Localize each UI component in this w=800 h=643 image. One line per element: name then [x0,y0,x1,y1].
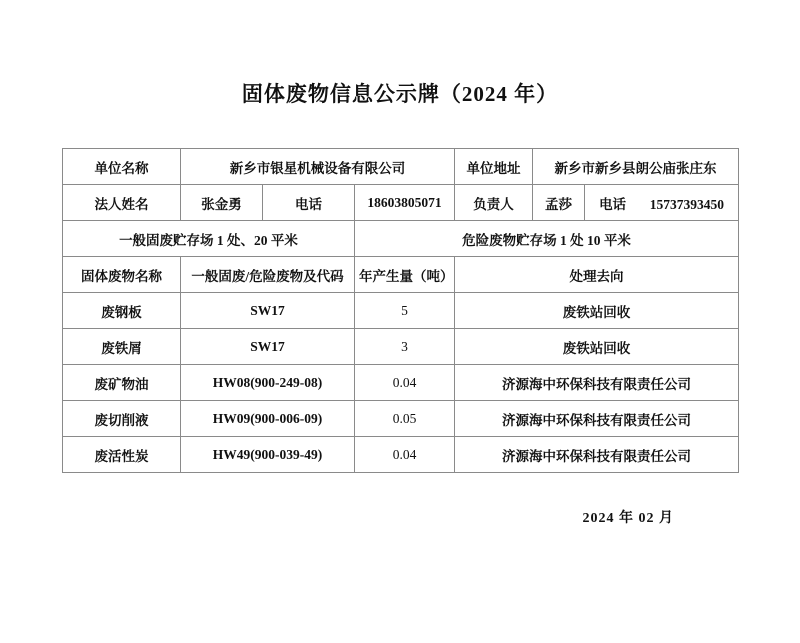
cell-waste-code: SW17 [181,293,355,329]
cell-waste-yield: 0.05 [355,401,455,437]
table-row [63,401,739,437]
cell-legal-name-label: 法人姓名 [63,185,181,221]
table-header-row [63,257,739,293]
cell-waste-yield: 5 [355,293,455,329]
cell-charge-label: 负责人 [455,185,533,221]
table-row-person [63,185,739,221]
cell-waste-destination: 济源海中环保科技有限责任公司 [455,401,739,437]
cell-general-storage: 一般固废贮存场 1 处、20 平米 [63,221,355,257]
cell-unit-name-label: 单位名称 [63,149,181,185]
header-waste-name: 固体废物名称 [63,257,181,293]
cell-waste-name: 废钢板 [63,293,181,329]
cell-waste-destination: 济源海中环保科技有限责任公司 [455,437,739,473]
cell-waste-name: 废切削液 [63,401,181,437]
cell-waste-name: 废矿物油 [63,365,181,401]
cell-waste-name: 废活性炭 [63,437,181,473]
cell-phone2-label: 电话 [599,196,627,212]
cell-phone1-value: 18603805071 [355,185,455,221]
footer-date: 2024 年 02 月 [582,511,674,526]
table-row [63,293,739,329]
table-row [63,437,739,473]
cell-hazardous-storage: 危险废物贮存场 1 处 10 平米 [355,221,739,257]
cell-waste-destination: 废铁站回收 [455,293,739,329]
cell-legal-name-value: 张金勇 [181,185,263,221]
document-page [0,78,800,643]
cell-unit-address-value: 新乡市新乡县朗公庙张庄东 [533,149,739,185]
solid-waste-info-table [62,148,739,473]
header-waste-code: 一般固废/危险废物及代码 [181,257,355,293]
header-yield: 年产生量（吨） [355,257,455,293]
cell-waste-code: HW09(900-006-09) [181,401,355,437]
cell-unit-address-label: 单位地址 [455,149,533,185]
cell-charge-value: 孟莎 [533,185,585,221]
table-row [63,365,739,401]
cell-waste-yield: 0.04 [355,365,455,401]
cell-waste-code: HW08(900-249-08) [181,365,355,401]
cell-waste-destination: 济源海中环保科技有限责任公司 [455,365,739,401]
cell-waste-yield: 3 [355,329,455,365]
table-row-unit [63,149,739,185]
cell-waste-code: SW17 [181,329,355,365]
header-destination: 处理去向 [455,257,739,293]
cell-phone2-value: 15737393450 [649,196,724,212]
table-row-storage [63,221,739,257]
cell-unit-name-value: 新乡市银星机械设备有限公司 [181,149,455,185]
cell-waste-name: 废铁屑 [63,329,181,365]
cell-waste-code: HW49(900-039-49) [181,437,355,473]
cell-waste-yield: 0.04 [355,437,455,473]
page-title: 固体废物信息公示牌（2024 年） [241,82,559,106]
cell-waste-destination: 废铁站回收 [455,329,739,365]
cell-phone1-label: 电话 [263,185,355,221]
table-row [63,329,739,365]
cell-phone2-cell [585,185,739,221]
